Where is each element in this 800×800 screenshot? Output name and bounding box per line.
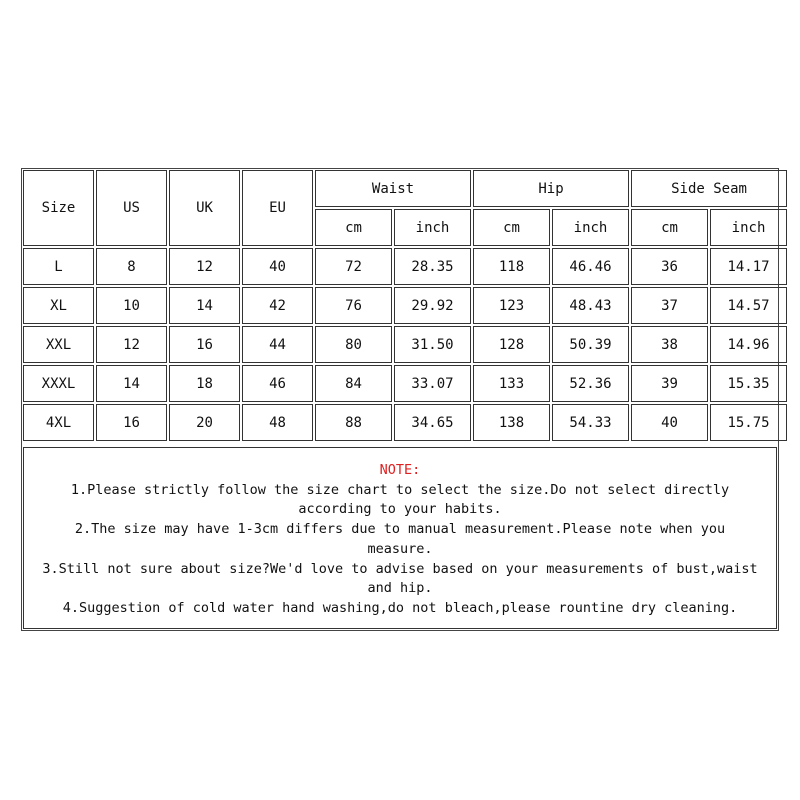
cell-uk: 14 [169, 287, 240, 324]
cell-waist-cm: 80 [315, 326, 392, 363]
unit-seam-cm: cm [631, 209, 708, 246]
table-row [23, 365, 787, 402]
cell-waist-inch: 29.92 [394, 287, 471, 324]
note-line-2: 2.The size may have 1-3cm differs due to manual measurement.Please note when you measure. [74, 521, 726, 557]
unit-waist-inch: inch [394, 209, 471, 246]
unit-hip-cm: cm [473, 209, 550, 246]
unit-waist-cm: cm [315, 209, 392, 246]
header-us: US [96, 170, 167, 246]
cell-hip-cm: 118 [473, 248, 550, 285]
cell-hip-cm: 138 [473, 404, 550, 441]
size-chart-table [21, 168, 789, 443]
cell-size: XXL [23, 326, 94, 363]
cell-waist-inch: 33.07 [394, 365, 471, 402]
cell-waist-inch: 28.35 [394, 248, 471, 285]
table-row [23, 248, 787, 285]
cell-waist-cm: 88 [315, 404, 392, 441]
cell-hip-inch: 46.46 [552, 248, 629, 285]
cell-seam-inch: 14.17 [710, 248, 787, 285]
cell-waist-cm: 84 [315, 365, 392, 402]
cell-eu: 40 [242, 248, 313, 285]
cell-seam-inch: 14.96 [710, 326, 787, 363]
header-eu: EU [242, 170, 313, 246]
cell-size: XXXL [23, 365, 94, 402]
cell-hip-inch: 52.36 [552, 365, 629, 402]
header-waist: Waist [315, 170, 471, 207]
cell-hip-cm: 128 [473, 326, 550, 363]
header-row-groups [23, 170, 787, 207]
cell-seam-inch: 15.35 [710, 365, 787, 402]
cell-us: 8 [96, 248, 167, 285]
cell-seam-cm: 36 [631, 248, 708, 285]
cell-hip-inch: 48.43 [552, 287, 629, 324]
unit-hip-inch: inch [552, 209, 629, 246]
cell-seam-cm: 38 [631, 326, 708, 363]
cell-size: L [23, 248, 94, 285]
cell-hip-cm: 133 [473, 365, 550, 402]
cell-seam-inch: 15.75 [710, 404, 787, 441]
unit-seam-inch: inch [710, 209, 787, 246]
note-title: NOTE: [379, 462, 421, 478]
cell-hip-inch: 50.39 [552, 326, 629, 363]
header-hip: Hip [473, 170, 629, 207]
cell-uk: 20 [169, 404, 240, 441]
cell-eu: 42 [242, 287, 313, 324]
cell-uk: 18 [169, 365, 240, 402]
cell-uk: 16 [169, 326, 240, 363]
cell-eu: 48 [242, 404, 313, 441]
table-row [23, 326, 787, 363]
cell-eu: 44 [242, 326, 313, 363]
cell-waist-inch: 34.65 [394, 404, 471, 441]
cell-size: 4XL [23, 404, 94, 441]
note-line-4: 4.Suggestion of cold water hand washing,do not bleach,please rountine dry cleaning. [62, 599, 738, 616]
cell-waist-inch: 31.50 [394, 326, 471, 363]
cell-waist-cm: 72 [315, 248, 392, 285]
cell-us: 16 [96, 404, 167, 441]
cell-us: 12 [96, 326, 167, 363]
cell-size: XL [23, 287, 94, 324]
cell-us: 10 [96, 287, 167, 324]
cell-eu: 46 [242, 365, 313, 402]
cell-us: 14 [96, 365, 167, 402]
table-row [23, 287, 787, 324]
cell-hip-inch: 54.33 [552, 404, 629, 441]
cell-waist-cm: 76 [315, 287, 392, 324]
table-row [23, 404, 787, 441]
header-uk: UK [169, 170, 240, 246]
header-side-seam: Side Seam [631, 170, 787, 207]
cell-seam-cm: 39 [631, 365, 708, 402]
cell-seam-cm: 40 [631, 404, 708, 441]
header-size: Size [23, 170, 94, 246]
note-line-3: 3.Still not sure about size?We'd love to advise based on your measurements of bust,waist and hip. [42, 560, 758, 597]
cell-uk: 12 [169, 248, 240, 285]
cell-seam-inch: 14.57 [710, 287, 787, 324]
note-box [23, 447, 777, 629]
cell-hip-cm: 123 [473, 287, 550, 324]
cell-seam-cm: 37 [631, 287, 708, 324]
note-line-1: 1.Please strictly follow the size chart to select the size.Do not select directly according to your habits. [70, 481, 730, 518]
